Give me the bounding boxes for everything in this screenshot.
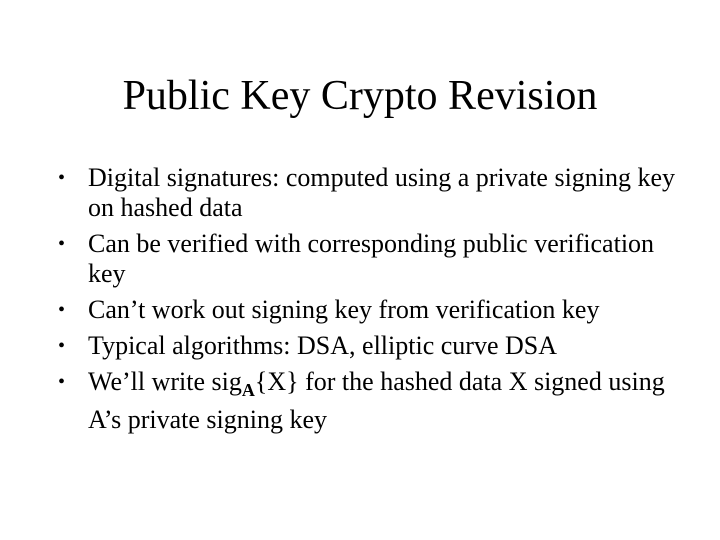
bullet-item — [58, 229, 698, 289]
bullet-text-after: {X} for the hashed data X signed using A’s private signing key — [88, 367, 665, 434]
bullet-icon: • — [58, 299, 66, 321]
bullet-item — [58, 331, 698, 361]
bullet-text: Can’t work out signing key from verification key — [88, 295, 600, 324]
bullet-icon: • — [58, 371, 66, 393]
bullet-text: Digital signatures: computed using a private signing key on hashed data — [88, 163, 676, 222]
bullet-text — [88, 367, 665, 434]
bullet-item — [58, 295, 698, 325]
bullet-icon: • — [58, 335, 66, 357]
slide-title: Public Key Crypto Revision — [122, 73, 598, 119]
bullet-icon: • — [58, 167, 66, 189]
bullet-icon: • — [58, 233, 66, 255]
bullet-text: Can be verified with corresponding public verification key — [88, 229, 655, 288]
bullet-text: Typical algorithms: DSA, elliptic curve DSA — [88, 331, 557, 360]
bullet-item — [58, 367, 698, 435]
bullet-item — [58, 163, 698, 223]
bullet-text-before: We’ll write sig — [88, 367, 242, 396]
bullet-list — [58, 163, 698, 441]
subscript-text: A — [241, 380, 255, 400]
